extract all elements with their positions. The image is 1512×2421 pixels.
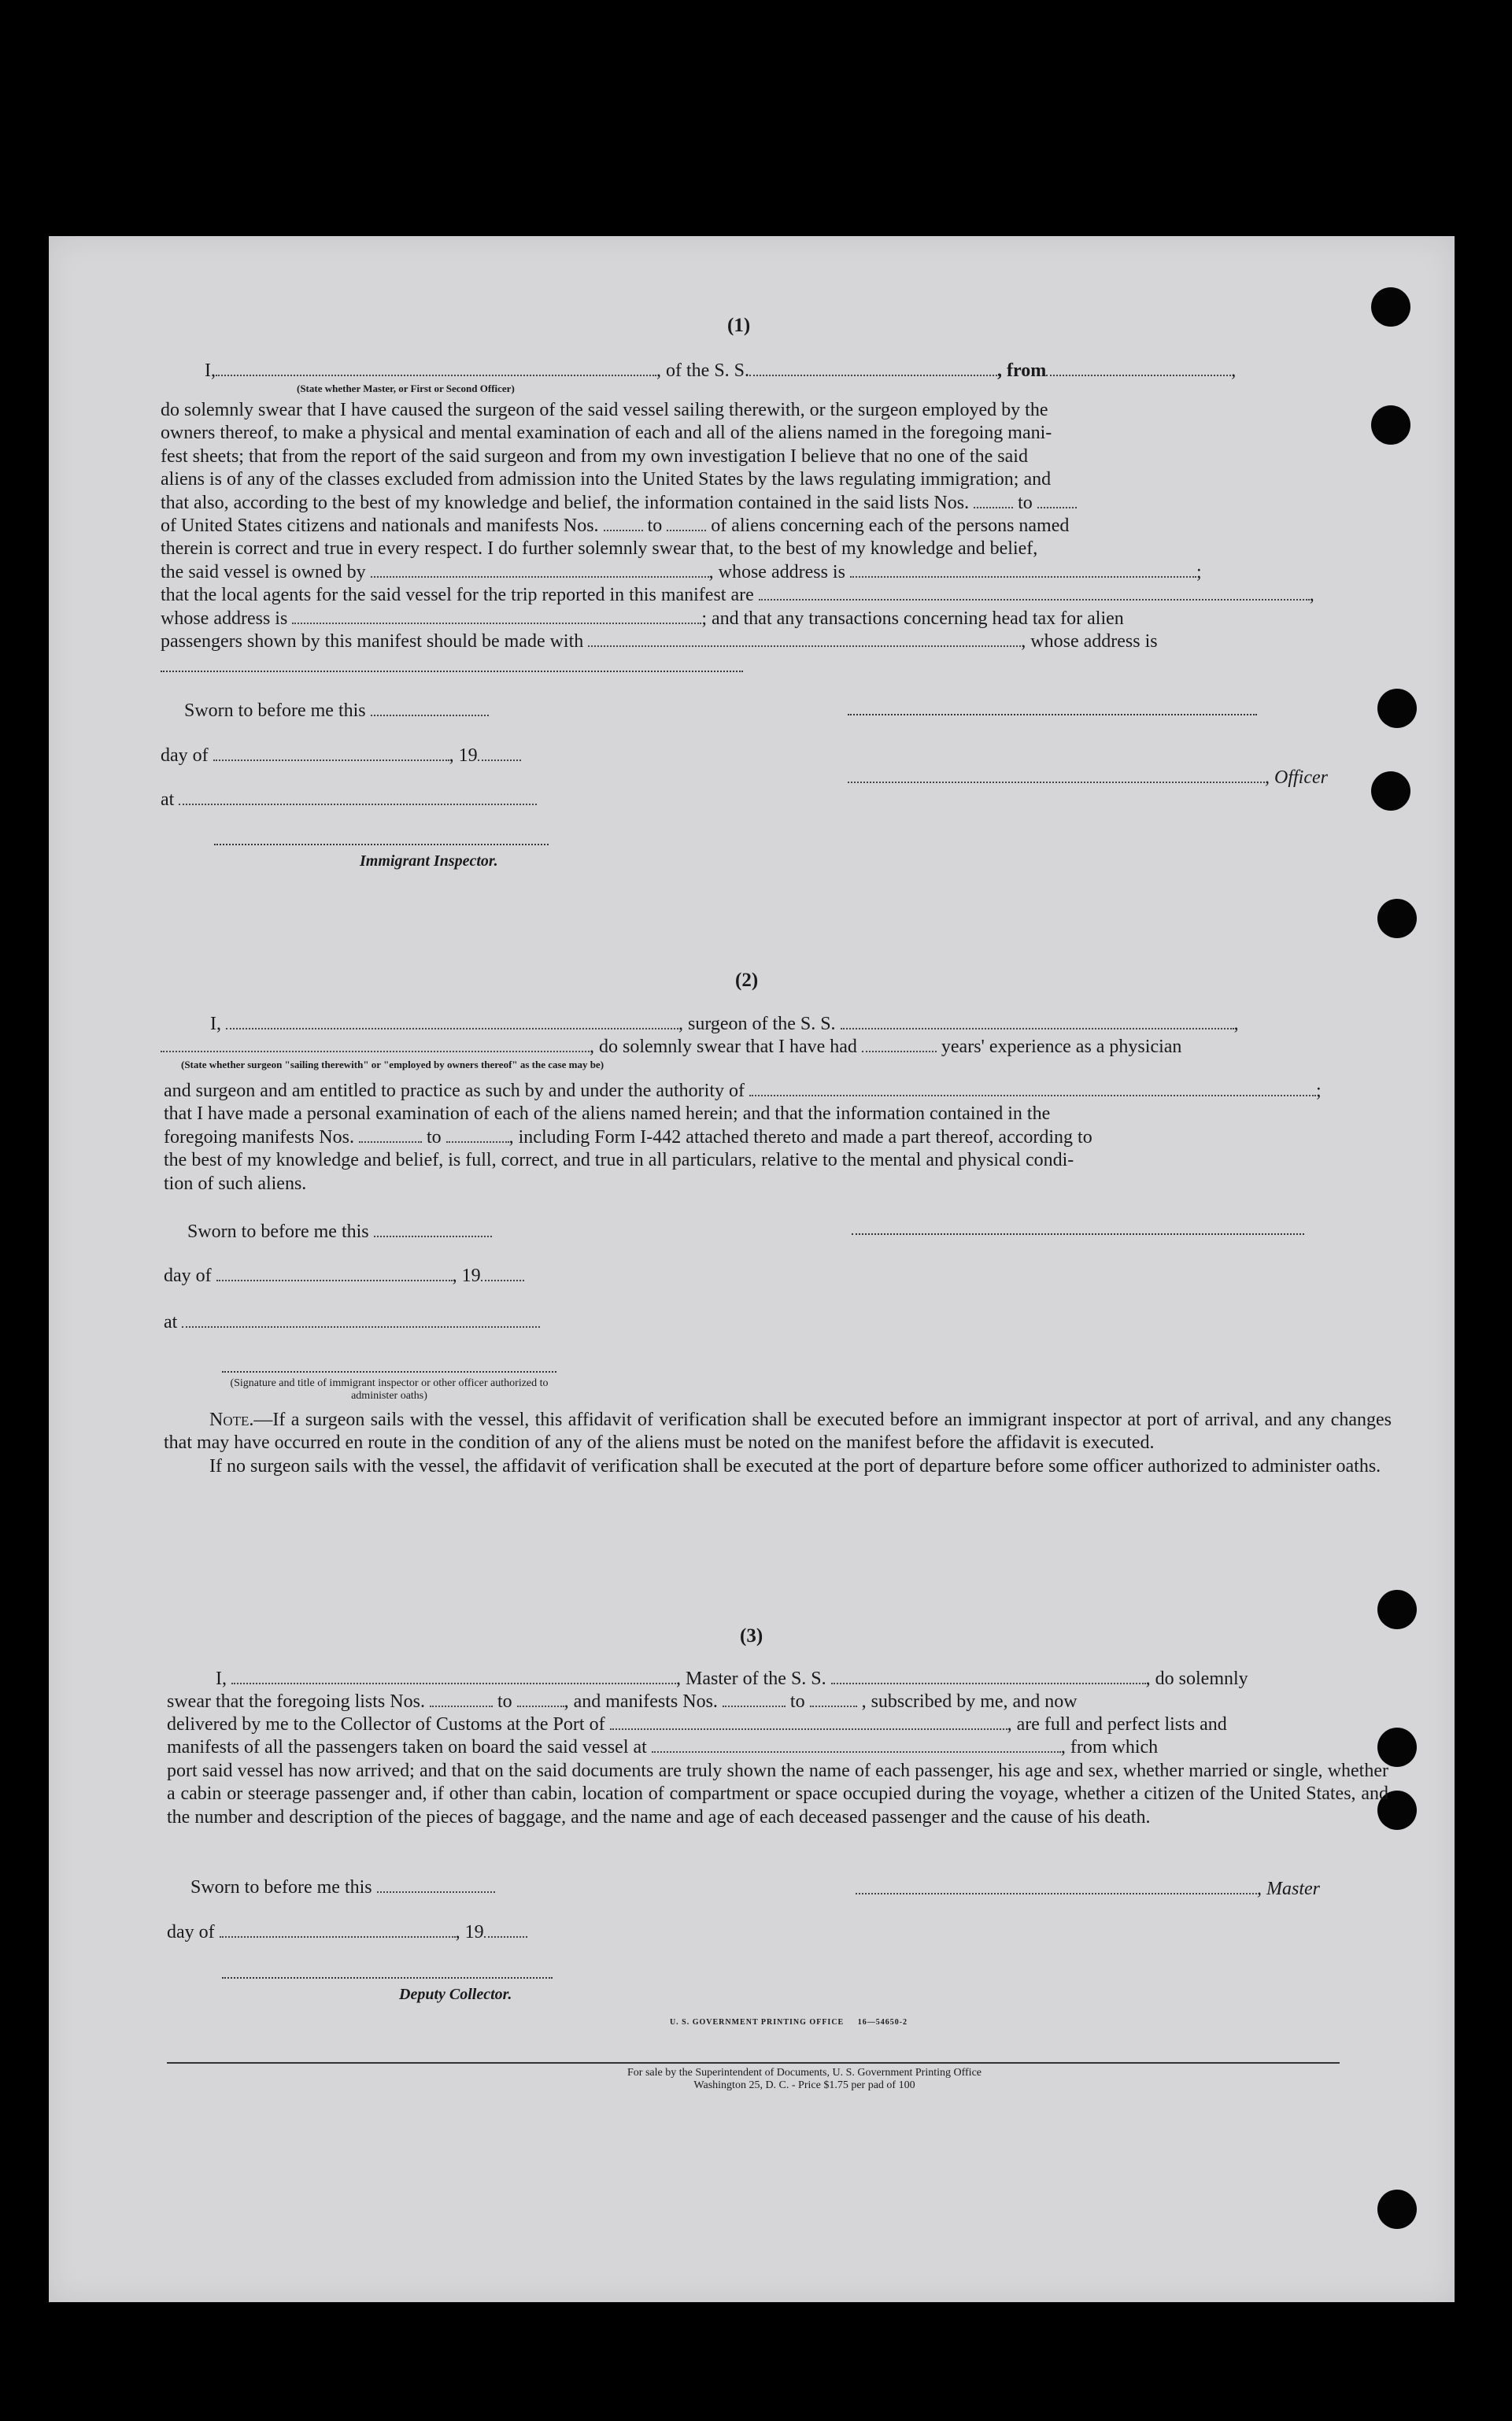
state-note: (State whether Master, or First or Second Officer)	[297, 383, 515, 394]
day-of-line: day of , 19	[167, 1922, 527, 1943]
section3-body: port said vessel has now arrived; and that on the said documents are truly shown the name of each passenger, his age and sex, whether married or single, whether a cabin or steerage passenger and, if other than cabin, location of compartment or space occupied during the voyage, whether a citizen of the United States, and the number and description of the pieces of baggage, and the name and age of each deceased passenger and the cause of his death.	[167, 1761, 1388, 1828]
at-line: at	[164, 1312, 540, 1333]
section-number: (2)	[735, 970, 759, 991]
immigrant-inspector-label: Immigrant Inspector.	[360, 852, 498, 870]
deputy-collector-label: Deputy Collector.	[399, 1986, 512, 2003]
punch-hole	[1377, 2190, 1417, 2229]
printing-office: U. S. GOVERNMENT PRINTING OFFICE 16—54650-2	[669, 2018, 908, 2027]
master-line: I, , Master of the S. S. , do solemnly	[216, 1669, 1248, 1689]
sworn-line: Sworn to before me this	[184, 700, 489, 722]
section-number: (3)	[740, 1625, 763, 1647]
punch-hole	[1377, 1590, 1417, 1629]
master-signature-line: , Master	[856, 1879, 1320, 1900]
footer-rule	[167, 2062, 1340, 2064]
signature-note: (Signature and title of immigrant inspector or other officer authorized to administer oaths)	[230, 1377, 549, 1402]
surgeon-line: I, , surgeon of the S. S. ,	[210, 1014, 1239, 1034]
state-note: (State whether surgeon "sailing therewith" or "employed by owners thereof" as the case may be)	[181, 1059, 604, 1070]
inspector-signature-line	[214, 842, 549, 845]
section1-body: do solemnly swear that I have caused the surgeon of the said vessel sailing therewith, or the surgeon employed by the owners thereof, to make a physical and mental examination of each and all of the aliens named in the foregoing mani- fest sheets; that from the report of the said surgeon and from my own investigation I believe that no one of the said aliens is of any of the classes excluded from admission into the United States by the laws regulating immigration; and that also, according to the best of my knowledge and belief, the information contained in the said lists Nos. to of United States citizens and nationals and manifests Nos. to of aliens concerning each of the persons named therein is correct and true in every respect. I do further solemnly swear that, to the best of my knowledge and belief, the said vessel is owned by , whose address is ; that the local agents for the said vessel for the trip reported in this manifest are , whose address is ; and that any transactions concerning head tax for alien passengers shown by this manifest should be made with , whose address is	[161, 400, 1314, 652]
section-number: (1)	[727, 315, 751, 336]
note-paragraph: Note.—If a surgeon sails with the vessel, this affidavit of verification shall be executed before an immigrant inspector at port of arrival, and any changes that may have occurred en route in the condition of any of the aliens must be noted on the manifest before the affidavit is executed. If no surgeon sails with the vessel, the affidavit of verification shall be executed at the port of departure before some officer authorized to administer oaths.	[164, 1410, 1392, 1477]
sale-note: For sale by the Superintendent of Documents, U. S. Government Printing Office Washington 25, D. C. - Price $1.75 per pad of 100	[627, 2067, 982, 2091]
lists-line: swear that the foregoing lists Nos. to , and manifests Nos. to , subscribed by me, and now	[167, 1691, 1078, 1712]
sworn-line: Sworn to before me this	[190, 1877, 495, 1898]
section2-body: and surgeon and am entitled to practice as such by and under the authority of ; that I have made a personal examination of each of the aliens named herein; and that the information contained in the foregoing manifests Nos. to , including Form I-442 attached thereto and made a part thereof, according to the best of my knowledge and belief, is full, correct, and true in all particulars, relative to the mental and physical condi- tion of such aliens.	[164, 1081, 1322, 1194]
officer-line: , Officer	[848, 767, 1328, 789]
punch-hole	[1371, 287, 1410, 327]
boarded-line: manifests of all the passengers taken on board the said vessel at , from which	[167, 1737, 1159, 1758]
bleed-through-text	[915, 331, 1142, 353]
day-of-line: day of , 19	[161, 745, 521, 767]
punch-hole	[1377, 899, 1417, 938]
signature-line	[222, 1369, 556, 1373]
signature-line	[852, 1232, 1304, 1235]
signature-line	[848, 712, 1257, 715]
document-sheet	[49, 236, 1455, 2302]
punch-hole	[1371, 771, 1410, 811]
address-line	[161, 669, 743, 672]
experience-line: , do solemnly swear that I have had years' experience as a physician	[161, 1037, 1181, 1058]
port-line: delivered by me to the Collector of Customs at the Port of , are full and perfect lists and	[167, 1714, 1227, 1735]
oath-line: I, , of the S. S. , from ,	[205, 360, 1237, 381]
deputy-signature-line	[222, 1976, 553, 1979]
sworn-line: Sworn to before me this	[187, 1222, 492, 1243]
day-of-line: day of , 19	[164, 1266, 524, 1287]
punch-hole	[1377, 689, 1417, 728]
at-line: at	[161, 789, 537, 811]
